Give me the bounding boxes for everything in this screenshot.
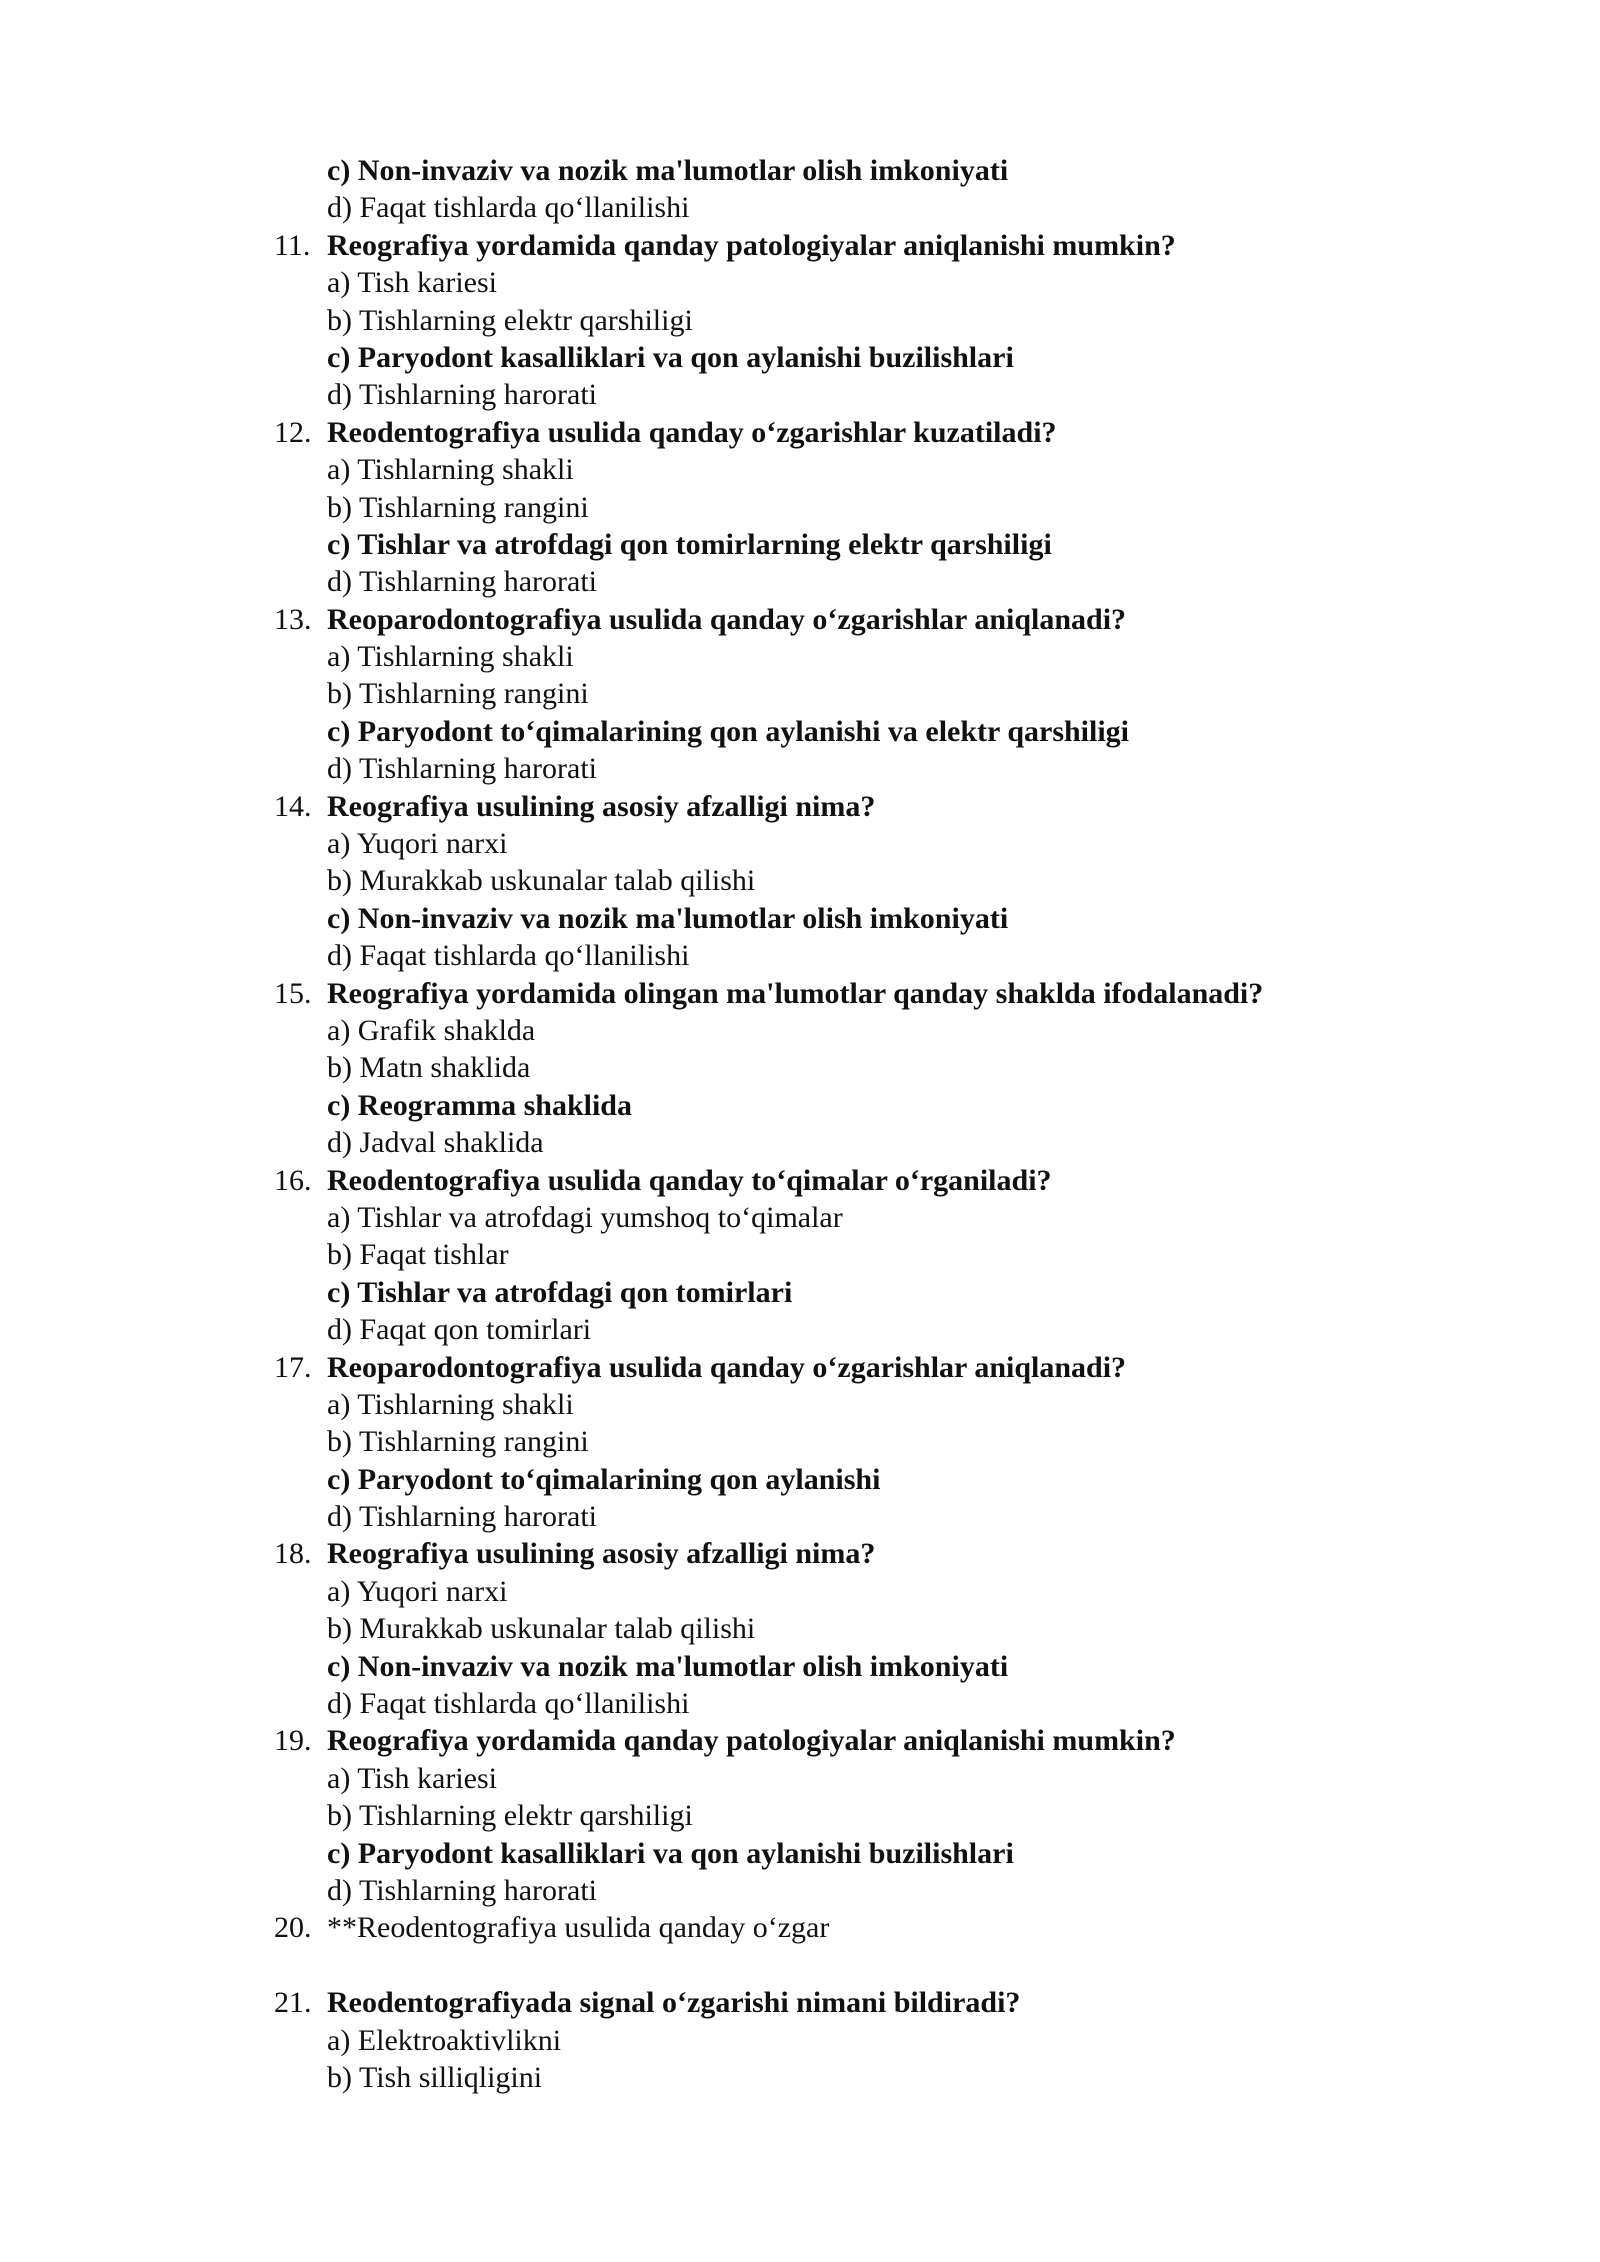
answer-option [0, 1797, 1600, 1834]
option-text: b) Tishlarning rangini [327, 1425, 589, 1459]
answer-option [0, 1685, 1600, 1722]
answer-option [0, 825, 1600, 862]
quiz-list [0, 152, 1600, 2096]
question-text: Reografiya yordamida olingan ma'lumotlar qanday shaklda ifodalanadi? [327, 976, 1264, 1010]
option-text: b) Tishlarning rangini [327, 677, 589, 711]
answer-option [0, 1199, 1600, 1236]
answer-option [0, 937, 1600, 974]
option-text: c) Non-invaziv va nozik ma'lumotlar olish imkoniyati [327, 901, 1009, 935]
option-text: c) Non-invaziv va nozik ma'lumotlar olish imkoniyati [327, 154, 1009, 187]
question-item [0, 1162, 1600, 1199]
answer-option-correct [0, 1835, 1600, 1872]
option-text: d) Faqat qon tomirlari [327, 1313, 592, 1347]
question-number: 21. [274, 1986, 312, 2020]
answer-option [0, 489, 1600, 526]
option-text: a) Elektroaktivlikni [327, 2023, 562, 2057]
question-number: 13. [274, 602, 312, 636]
answer-option [0, 2059, 1600, 2096]
question-item [0, 601, 1600, 638]
option-text: c) Paryodont kasalliklari va qon aylanishi buzilishlari [327, 1836, 1014, 1870]
option-text: c) Tishlar va atrofdagi qon tomirlari [327, 1275, 793, 1309]
question-item [0, 788, 1600, 825]
option-text: a) Yuqori narxi [327, 1574, 508, 1608]
answer-option [0, 638, 1600, 675]
option-text: a) Grafik shaklda [327, 1013, 536, 1047]
option-text: a) Tishlarning shakli [327, 640, 574, 674]
answer-option [0, 2022, 1600, 2059]
option-text: b) Murakkab uskunalar talab qilishi [327, 1612, 756, 1646]
answer-option-correct [0, 1274, 1600, 1311]
answer-option [0, 264, 1600, 301]
option-text: d) Jadval shaklida [327, 1126, 544, 1160]
option-text: c) Paryodont to‘qimalarining qon aylanishi [327, 1462, 881, 1496]
option-text: c) Reogramma shaklida [327, 1088, 632, 1122]
option-text: a) Yuqori narxi [327, 827, 508, 861]
question-item [0, 1984, 1600, 2021]
option-text: d) Tishlarning harorati [327, 378, 597, 412]
option-text: b) Murakkab uskunalar talab qilishi [327, 864, 756, 898]
answer-option [0, 376, 1600, 413]
answer-option [0, 1124, 1600, 1161]
answer-option-correct [0, 526, 1600, 563]
option-text: a) Tishlarning shakli [327, 453, 574, 487]
question-item [0, 1349, 1600, 1386]
question-number: 16. [274, 1163, 312, 1197]
answer-option [0, 1311, 1600, 1348]
question-number: 19. [274, 1724, 312, 1758]
question-number: 12. [274, 415, 312, 449]
answer-option [0, 451, 1600, 488]
option-text: a) Tish kariesi [327, 1761, 498, 1795]
question-text: Reografiya yordamida qanday patologiyalar aniqlanishi mumkin? [327, 228, 1176, 262]
question-item [0, 1535, 1600, 1572]
option-text: b) Matn shaklida [327, 1051, 531, 1085]
question-number: 20. [274, 1911, 312, 1945]
option-text: a) Tishlarning shakli [327, 1387, 574, 1421]
answer-option [0, 1423, 1600, 1460]
option-text: d) Tishlarning harorati [327, 1500, 597, 1534]
option-text: d) Tishlarning harorati [327, 565, 597, 599]
question-text: Reografiya usulining asosiy afzalligi nima? [327, 789, 876, 823]
option-text: b) Tishlarning rangini [327, 490, 589, 524]
option-text: b) Tishlarning elektr qarshiligi [327, 1799, 693, 1833]
question-text: Reografiya yordamida qanday patologiyalar aniqlanishi mumkin? [327, 1724, 1176, 1758]
blank-line [0, 1947, 1600, 1984]
option-text: a) Tishlar va atrofdagi yumshoq to‘qimalar [327, 1200, 843, 1234]
option-text: b) Tish silliqligini [327, 2060, 543, 2094]
answer-option [0, 1498, 1600, 1535]
question-text: Reoparodontografiya usulida qanday o‘zgarishlar aniqlanadi? [327, 602, 1127, 636]
question-item [0, 1722, 1600, 1759]
option-text: d) Tishlarning harorati [327, 752, 597, 786]
answer-option [0, 1386, 1600, 1423]
option-text: d) Faqat tishlarda qo‘llanilishi [327, 1687, 690, 1721]
answer-option [0, 750, 1600, 787]
option-text: d) Faqat tishlarda qo‘llanilishi [327, 191, 690, 225]
question-text: Reodentografiya usulida qanday o‘zgarishlar kuzatiladi? [327, 415, 1057, 449]
answer-option [0, 1610, 1600, 1647]
answer-option-correct [0, 1087, 1600, 1124]
question-number: 14. [274, 789, 312, 823]
answer-option [0, 1236, 1600, 1273]
question-number: 18. [274, 1537, 312, 1571]
option-text: d) Faqat tishlarda qo‘llanilishi [327, 939, 690, 973]
question-number: 11. [274, 228, 311, 262]
option-text: b) Faqat tishlar [327, 1238, 509, 1272]
question-text: Reodentografiyada signal o‘zgarishi nimani bildiradi? [327, 1986, 1021, 2020]
answer-option [0, 563, 1600, 600]
question-item [0, 1909, 1600, 1946]
answer-option [0, 675, 1600, 712]
question-item [0, 975, 1600, 1012]
option-text: a) Tish kariesi [327, 266, 498, 300]
answer-option-correct [0, 900, 1600, 937]
question-text: Reodentografiya usulida qanday to‘qimalar o‘rganiladi? [327, 1163, 1052, 1197]
option-text: c) Paryodont kasalliklari va qon aylanishi buzilishlari [327, 340, 1014, 374]
answer-option-correct [0, 1461, 1600, 1498]
answer-option [0, 1760, 1600, 1797]
question-item [0, 227, 1600, 264]
question-text: Reografiya usulining asosiy afzalligi nima? [327, 1537, 876, 1571]
answer-option-correct [0, 152, 1600, 189]
option-text: c) Paryodont to‘qimalarining qon aylanishi va elektr qarshiligi [327, 714, 1130, 748]
answer-option-correct [0, 339, 1600, 376]
answer-option [0, 1573, 1600, 1610]
answer-option [0, 1012, 1600, 1049]
answer-option [0, 302, 1600, 339]
question-text: **Reodentografiya usulida qanday o‘zgar [327, 1911, 830, 1945]
option-text: c) Non-invaziv va nozik ma'lumotlar olish imkoniyati [327, 1649, 1009, 1683]
question-text: Reoparodontografiya usulida qanday o‘zgarishlar aniqlanadi? [327, 1350, 1127, 1384]
answer-option [0, 1872, 1600, 1909]
answer-option-correct [0, 713, 1600, 750]
answer-option [0, 189, 1600, 226]
question-number: 15. [274, 976, 312, 1010]
answer-option [0, 862, 1600, 899]
answer-option [0, 1049, 1600, 1086]
option-text: d) Tishlarning harorati [327, 1873, 597, 1907]
option-text: c) Tishlar va atrofdagi qon tomirlarning elektr qarshiligi [327, 527, 1052, 561]
question-item [0, 414, 1600, 451]
question-number: 17. [274, 1350, 312, 1384]
option-text: b) Tishlarning elektr qarshiligi [327, 303, 693, 337]
answer-option-correct [0, 1648, 1600, 1685]
